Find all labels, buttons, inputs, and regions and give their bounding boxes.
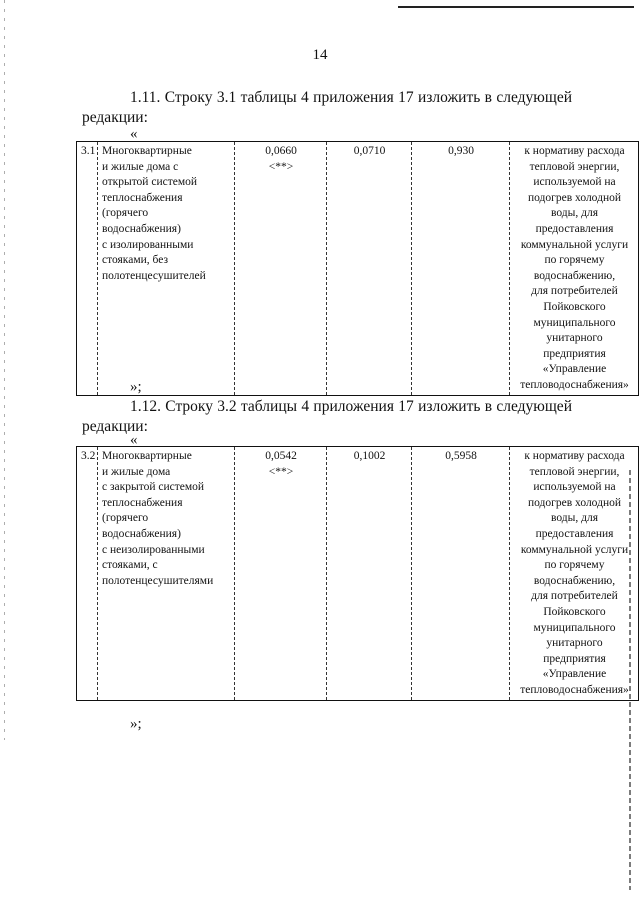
cell-line: теплоснабжения: [102, 191, 183, 204]
cell-line: используемой на: [533, 481, 616, 494]
cell-line: предоставления: [535, 527, 614, 540]
cell-line: Пойковского: [543, 300, 606, 313]
cell-line: тепловодоснабжения»: [520, 378, 629, 391]
row-value-1: [235, 142, 327, 396]
cell-line: <**>: [268, 465, 294, 478]
cell-line: 0,0660: [265, 145, 297, 157]
cell-line: Многоквартирные: [102, 145, 192, 157]
cell-line: воды, для: [551, 207, 598, 220]
cell-line: (горячего: [102, 512, 149, 525]
cell-line: с закрытой системой: [102, 481, 205, 494]
cell-line: унитарного: [546, 637, 603, 650]
cell-line: 0,0542: [265, 450, 297, 462]
cell-line: для потребителей: [531, 590, 618, 603]
cell-line: теплоснабжения: [102, 496, 183, 509]
cell-line: унитарного: [546, 332, 603, 345]
section-1-12-intro: [82, 397, 572, 437]
cell-line: с изолированными: [102, 238, 194, 251]
intro-line: редакции:: [82, 418, 148, 435]
header-rule: [398, 6, 634, 8]
cell-line: для потребителей: [531, 285, 618, 298]
cell-line: водоснабжению,: [533, 269, 616, 282]
section-1-11-intro: [82, 88, 572, 128]
row-value-2: 0,0710: [327, 142, 412, 396]
cell-line: Многоквартирные: [102, 450, 192, 462]
cell-line: муниципального: [533, 316, 616, 329]
row-description: [98, 142, 235, 396]
cell-line: коммунальной услуги: [520, 238, 629, 251]
cell-line: стояками, с: [102, 559, 158, 572]
row-number: 3.2: [77, 447, 98, 701]
cell-line: водоснабжения): [102, 222, 181, 235]
cell-line: и жилые дома с: [102, 160, 179, 173]
cell-line: по горячему: [544, 254, 605, 267]
cell-line: «Управление: [542, 668, 607, 681]
cell-line: подогрев холодной: [527, 191, 622, 204]
cell-line: к нормативу расхода: [524, 450, 625, 462]
intro-line: 1.11. Строку 3.1 таблицы 4 приложения 17 изложить в следующей: [130, 89, 572, 106]
page-number: 14: [312, 47, 328, 63]
cell-line: воды, для: [551, 512, 598, 525]
cell-line: и жилые дома: [102, 465, 171, 478]
cell-line: «Управление: [542, 363, 607, 376]
close-quote: »;: [130, 379, 142, 395]
cell-line: предприятия: [543, 652, 606, 665]
row-value-3: 0,5958: [412, 447, 510, 701]
cell-line: стояками, без: [102, 254, 168, 267]
cell-line: используемой на: [533, 176, 616, 189]
table-row-3-2: [76, 446, 639, 701]
scan-edge-left: [4, 0, 5, 740]
cell-line: по горячему: [544, 559, 605, 572]
cell-line: открытой системой: [102, 176, 198, 189]
table-row-3-1: [76, 141, 639, 396]
row-note: [510, 447, 639, 701]
cell-line: предприятия: [543, 347, 606, 360]
cell-line: полотенцесушителями: [102, 574, 214, 587]
open-quote: «: [130, 432, 138, 448]
row-description: [98, 447, 235, 701]
close-quote: »;: [130, 716, 142, 732]
cell-line: водоснабжения): [102, 527, 181, 540]
cell-line: муниципального: [533, 621, 616, 634]
cell-line: водоснабжению,: [533, 574, 616, 587]
row-value-2: 0,1002: [327, 447, 412, 701]
cell-line: <**>: [268, 160, 294, 173]
cell-line: тепловодоснабжения»: [520, 683, 629, 696]
cell-line: предоставления: [535, 222, 614, 235]
cell-line: подогрев холодной: [527, 496, 622, 509]
intro-line: 1.12. Строку 3.2 таблицы 4 приложения 17 изложить в следующей: [130, 398, 572, 415]
row-value-1: [235, 447, 327, 701]
cell-line: полотенцесушителей: [102, 269, 206, 282]
row-value-3: 0,930: [412, 142, 510, 396]
cell-line: тепловой энергии,: [529, 160, 620, 173]
cell-line: к нормативу расхода: [524, 145, 625, 157]
cell-line: с неизолированными: [102, 543, 205, 556]
row-note: [510, 142, 639, 396]
cell-line: коммунальной услуги: [520, 543, 629, 556]
cell-line: тепловой энергии,: [529, 465, 620, 478]
cell-line: (горячего: [102, 207, 149, 220]
cell-line: Пойковского: [543, 605, 606, 618]
open-quote: «: [130, 126, 138, 142]
intro-line: редакции:: [82, 109, 148, 126]
row-number: 3.1: [77, 142, 98, 396]
